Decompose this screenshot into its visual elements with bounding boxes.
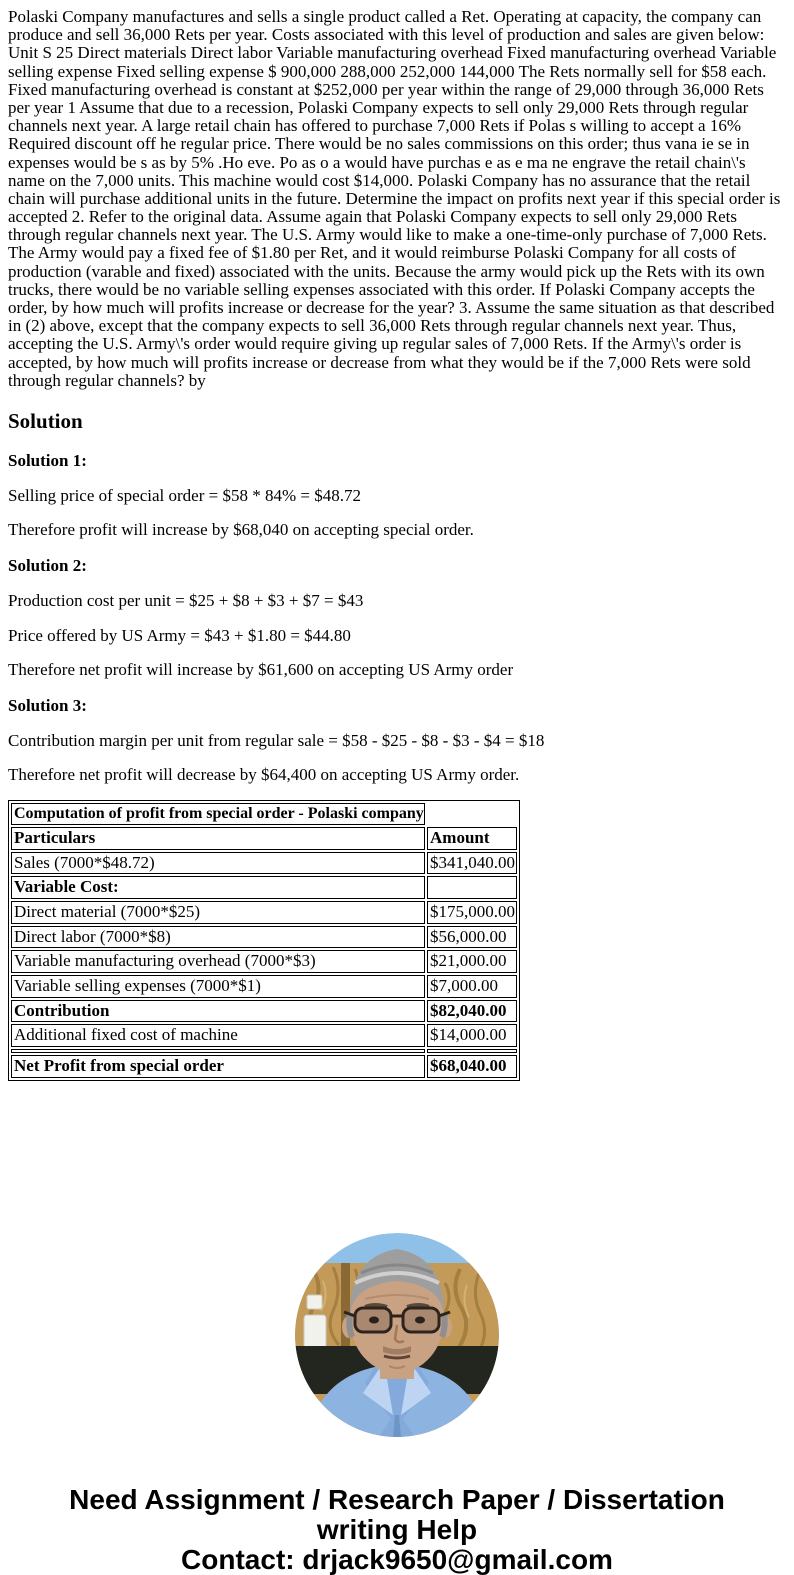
tutor-photo-illustration bbox=[295, 1233, 499, 1437]
table-header-row bbox=[11, 827, 517, 850]
solution-3-line-1: Contribution margin per unit from regular sale = $58 - $25 - $8 - $3 - $4 = $18 bbox=[8, 730, 545, 750]
switch-plate-small bbox=[307, 1295, 322, 1309]
row-label: Additional fixed cost of machine bbox=[11, 1024, 425, 1047]
problem-statement: Polaski Company manufactures and sells a single product called a Ret. Operating at capacity, the company can produce and sell 36,000 Rets per year. Costs associated with this level of production and sales are given below: Unit S 25 Direct materials Direct labor Variable manufacturing overhead Fixed manufacturing overhead Variable selling expense Fixed selling expense $ 900,000 288,000 252,000 144,000 The Rets normally sell for $58 each. Fixed manufacturing overhead is constant at $252,000 per year within the range of 29,000 through 36,000 Rets per year 1 Assume that due to a recession, Polaski Company expects to sell only 29,000 Rets through regular channels next year. A large retail chain has offered to purchase 7,000 Rets if Polas s willing to accept a 16% Required discount off he regular price. There would be no sales commissions on this order; thus vana ie se in expenses would be s as by 5% .Ho eve. Po as o a would have purchas e as e ma ne engrave the retail chain\'s name on the 7,000 units. This machine would cost $14,000. Polaski Company has no assurance that the retail chain will purchase additional units in the future. Determine the impact on profits next year if this special order is accepted 2. Refer to the original data. Assume again that Polaski Company expects to sell only 29,000 Rets through regular channels next year. The U.S. Army would like to make a one-time-only purchase of 7,000 Rets. The Army would pay a fixed fee of $1.80 per Ret, and it would reimburse Polaski Company for all costs of production (varable and fixed) associated with the units. Because the army would pick up the Rets with its own trucks, there would be no variable selling expenses associated with this order. If Polaski Company accepts the order, by how much will profits increase or decrease for the year? 3. Assume the same situation as that described in (2) above, except that the company expects to sell 36,000 Rets through regular channels next year. Thus, accepting the U.S. Army\'s order would require giving up regular sales of 7,000 Rets. If the Army\'s order is accepted, by how much will profits increase or decrease from what they would be if the 7,000 Rets were sold through regular channels? by bbox=[8, 7, 781, 390]
row-label: Variable Cost: bbox=[11, 876, 425, 899]
row-amount bbox=[427, 876, 517, 899]
row-amount: $21,000.00 bbox=[427, 950, 517, 973]
row-label: Direct labor (7000*$8) bbox=[11, 926, 425, 949]
row-label: Direct material (7000*$25) bbox=[11, 901, 425, 924]
row-amount: $175,000.00 bbox=[427, 901, 517, 924]
row-amount: $56,000.00 bbox=[427, 926, 517, 949]
row-label: Contribution bbox=[11, 1000, 425, 1023]
row-label: Variable selling expenses (7000*$1) bbox=[11, 975, 425, 998]
table-row bbox=[11, 1000, 517, 1023]
column-header-particulars: Particulars bbox=[11, 827, 425, 850]
row-label: Sales (7000*$48.72) bbox=[11, 852, 425, 875]
table-row bbox=[11, 950, 517, 973]
row-amount: $7,000.00 bbox=[427, 975, 517, 998]
spacer-cell bbox=[427, 1049, 517, 1053]
computation-table bbox=[8, 800, 520, 1080]
solution-2-heading: Solution 2: bbox=[8, 556, 87, 576]
table-spacer-row bbox=[11, 1049, 517, 1053]
solution-1-heading: Solution 1: bbox=[8, 450, 87, 470]
footer-line-1: Need Assignment / Research Paper / Dissertation bbox=[69, 1483, 725, 1515]
sideburn-left bbox=[349, 1313, 352, 1337]
solution-1-line-2: Therefore profit will increase by $68,040 on accepting special order. bbox=[8, 520, 474, 540]
solution-2-line-1: Production cost per unit = $25 + $8 + $3 + $7 = $43 bbox=[8, 591, 364, 611]
row-amount: $82,040.00 bbox=[427, 1000, 517, 1023]
solution-1-line-1: Selling price of special order = $58 * 84% = $48.72 bbox=[8, 485, 361, 505]
table-title: Computation of profit from special order - Polaski company bbox=[11, 803, 425, 825]
footer-line-2: writing Help bbox=[316, 1513, 478, 1545]
table-row bbox=[11, 1024, 517, 1047]
row-label: Variable manufacturing overhead (7000*$3) bbox=[11, 950, 425, 973]
eye-right bbox=[415, 1316, 425, 1323]
table-row bbox=[11, 975, 517, 998]
row-label: Net Profit from special order bbox=[11, 1055, 425, 1078]
solution-2-line-3: Therefore net profit will increase by $61,600 on accepting US Army order bbox=[8, 659, 514, 679]
sideburn-right bbox=[442, 1313, 445, 1337]
table-row bbox=[11, 876, 517, 899]
tutor-photo bbox=[295, 1233, 499, 1437]
table-row bbox=[11, 1055, 517, 1078]
table-row bbox=[11, 852, 517, 875]
solution-3-line-2: Therefore net profit will decrease by $64,400 on accepting US Army order. bbox=[8, 765, 520, 785]
row-amount: $14,000.00 bbox=[427, 1024, 517, 1047]
spacer-cell bbox=[11, 1049, 425, 1053]
solution-2-line-2: Price offered by US Army = $43 + $1.80 = $44.80 bbox=[8, 625, 351, 645]
eye-left bbox=[369, 1316, 379, 1323]
footer-banner bbox=[8, 1485, 786, 1575]
table-row bbox=[11, 901, 517, 924]
row-amount: $68,040.00 bbox=[427, 1055, 517, 1078]
solution-3-heading: Solution 3: bbox=[8, 695, 87, 715]
column-header-amount: Amount bbox=[427, 827, 517, 850]
footer-contact-email: Contact: drjack9650@gmail.com bbox=[181, 1543, 613, 1575]
row-amount: $341,040.00 bbox=[427, 852, 517, 875]
solution-heading: Solution bbox=[8, 408, 83, 433]
table-title-row bbox=[11, 803, 517, 825]
table-row bbox=[11, 926, 517, 949]
